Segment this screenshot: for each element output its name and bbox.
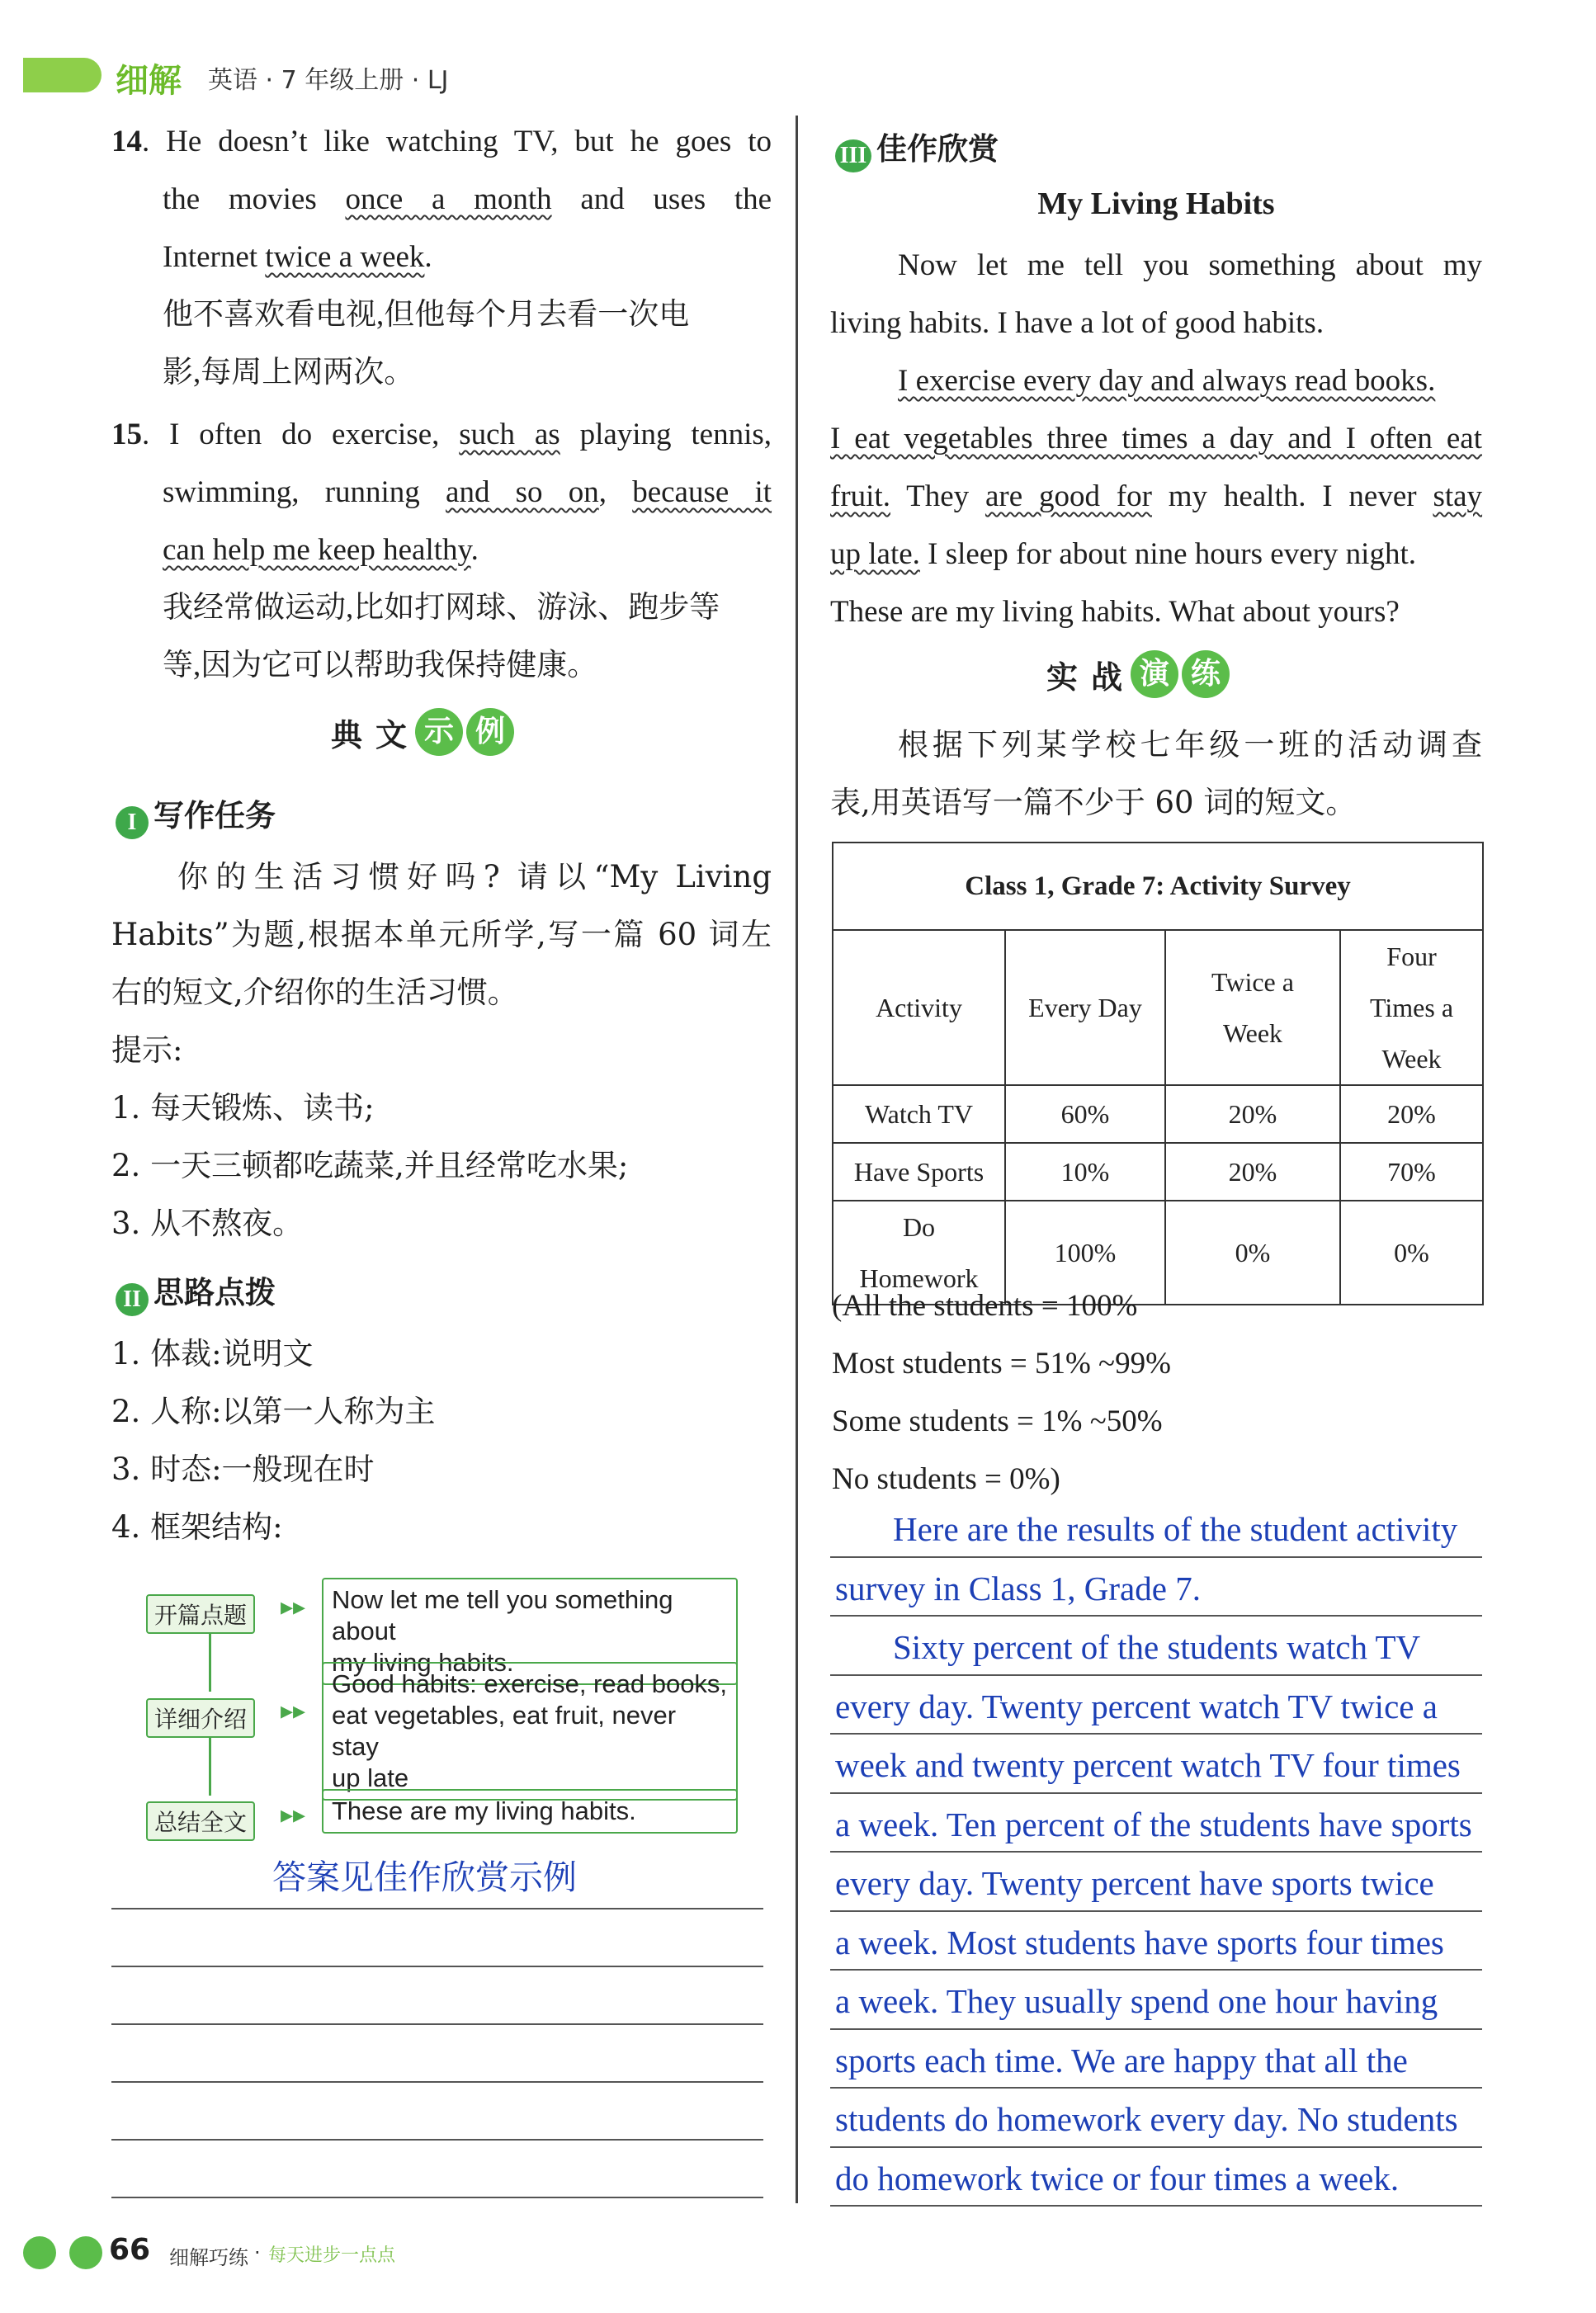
footer-brand: 细解巧练: [169, 2246, 248, 2269]
answer-line-text: every day. Twenty percent watch TV twice a: [835, 1687, 1438, 1725]
task-line: Habits”为题,根据本单元所学,写一篇 60 词左: [111, 917, 772, 952]
tips-label: 提示:: [111, 1032, 183, 1068]
table-cell: 60%: [1005, 1085, 1165, 1143]
essay-line: These are my living habits. What about yours?: [830, 595, 1400, 629]
section-badge: III: [835, 139, 871, 172]
answer-line-text: a week. They usually spend one hour having: [835, 1982, 1438, 2020]
table-cell: 20%: [1165, 1143, 1340, 1201]
flow-label-detail: 详细介绍: [146, 1698, 255, 1738]
table-cell: 10%: [1005, 1143, 1165, 1201]
table-title: Class 1, Grade 7: Activity Survey: [833, 843, 1483, 930]
section-title: 写作任务: [153, 798, 276, 833]
answer-line: [111, 2139, 763, 2141]
answer-rule: [830, 1615, 1482, 1617]
essay-line: living habits. I have a lot of good habits.: [830, 306, 1324, 340]
writing-task-text: [111, 848, 772, 1253]
model-essay-body: [830, 237, 1482, 641]
survey-notes: [832, 1277, 1484, 1508]
answer-rule: [830, 1969, 1482, 1971]
tip-item: 2. 人称:以第一人称为主: [111, 1394, 436, 1429]
table-cell: 0%: [1340, 1201, 1483, 1305]
task-line: 右的短文,介绍你的生活习惯。: [111, 975, 518, 1010]
item-text: playing tennis,: [579, 418, 772, 451]
answer-line-text: week and twenty percent watch TV four times: [835, 1746, 1461, 1784]
banner-char: 典: [331, 716, 363, 753]
wavy-phrase: I eat vegetables three times a day and I often eat: [830, 422, 1482, 456]
banner-char: 文: [375, 716, 408, 753]
flow-box-line: Now let me tell you something about: [332, 1585, 673, 1645]
item-15: 15. I often do exercise, such as playing tennis, swimming, running and so on, because it can help me keep healthy. 我经常做运动,比如打网球、游泳、跑步等 等,因为它可以帮助我保持健康。: [111, 406, 772, 695]
answer-line-text: students do homework every day. No students: [835, 2100, 1458, 2138]
flow-box-line: eat vegetables, eat fruit, never stay: [332, 1701, 677, 1761]
flow-connector: [209, 1738, 211, 1796]
task-line: 表,用英语写一篇不少于 60 词的短文。: [830, 785, 1357, 820]
table-cell: 20%: [1165, 1085, 1340, 1143]
answer-line-text: every day. Twenty percent have sports twice: [835, 1864, 1434, 1902]
footer-dot: [69, 2236, 102, 2269]
wavy-phrase: such as: [459, 418, 560, 451]
answer-rule: [830, 2146, 1482, 2148]
task-line: 根据下列某学校七年级一班的活动调查: [898, 727, 1482, 762]
answer-rule: [830, 2087, 1482, 2089]
item-14: 14. He doesn’t like watching TV, but he goes to the movies once a month and uses the Internet twice a week. 他不喜欢看电视,但他每个月去看一次电 影,每周上网两次。: [111, 113, 772, 402]
banner-char: 实: [1046, 658, 1079, 696]
item-text: He doesn’t like watching TV, but he goes to: [166, 125, 772, 158]
table-header: Activity: [833, 930, 1005, 1085]
note-line: (All the students = 100%: [832, 1289, 1138, 1323]
section-writing-task: [116, 791, 276, 839]
answer-line-text: Here are the results of the student activity: [893, 1510, 1458, 1548]
answer-line: [111, 2023, 763, 2025]
item-text: .: [424, 240, 432, 274]
header-title: 英语 · 7 年级上册 · LJ: [208, 66, 449, 95]
translation: 我经常做运动,比如打网球、游泳、跑步等: [163, 591, 720, 625]
table-row: [833, 1143, 1483, 1201]
answer-essay: [835, 1500, 1545, 2208]
wavy-phrase: can help me keep healthy: [163, 533, 471, 567]
table-row: [833, 1085, 1483, 1143]
wavy-phrase: up late.: [830, 537, 920, 571]
wavy-phrase: twice a week: [265, 240, 425, 274]
section-model-essay: [835, 124, 999, 172]
writing-tips-list: [111, 1325, 772, 1556]
arrow-right-icon: ▸▸: [281, 1593, 306, 1621]
banner-char: 战: [1091, 658, 1123, 696]
tip-item: 2. 一天三顿都吃蔬菜,并且经常吃水果;: [111, 1148, 629, 1183]
wavy-phrase: and so on: [446, 475, 599, 509]
answer-rule: [830, 1792, 1482, 1794]
arrow-right-icon: ▸▸: [281, 1801, 306, 1829]
section-writing-tips: [116, 1267, 276, 1316]
page-number: 66: [109, 2233, 151, 2267]
section-banner-examples: [326, 708, 514, 756]
answer-line-text: a week. Most students have sports four times: [835, 1923, 1444, 1961]
flow-label-summary: 总结全文: [146, 1801, 255, 1841]
answer-line-text: survey in Class 1, Grade 7.: [835, 1569, 1201, 1607]
answer-line: [111, 1908, 763, 1909]
essay-text: my health. I never: [1168, 479, 1417, 513]
translation: 等,因为它可以帮助我保持健康。: [163, 649, 598, 682]
flow-label-opening: 开篇点题: [146, 1594, 255, 1634]
flow-box-line: my living habits.: [332, 1648, 514, 1677]
banner-char: 示: [415, 708, 463, 756]
table-cell: 20%: [1340, 1085, 1483, 1143]
footer-separator: ·: [254, 2241, 261, 2264]
table-header: Four Times a Week: [1340, 930, 1483, 1085]
table-cell: Do Homework: [833, 1201, 1005, 1305]
essay-text: They: [906, 479, 970, 513]
task-line: 你的生活习惯好吗? 请以“My Living: [177, 859, 772, 895]
column-divider: [796, 116, 798, 2203]
answer-line-text: sports each time. We are happy that all the: [835, 2041, 1408, 2079]
answer-rule: [830, 1556, 1482, 1558]
essay-title: My Living Habits: [1037, 186, 1275, 221]
translation: 影,每周上网两次。: [163, 356, 415, 389]
answer-line: [111, 2197, 763, 2198]
item-text: swimming,: [163, 475, 300, 509]
section-badge: II: [116, 1283, 149, 1316]
item-text: Internet: [163, 240, 258, 274]
answer-line-text: Sixty percent of the students watch TV: [893, 1628, 1421, 1666]
header-logo: 细解: [116, 62, 182, 100]
arrow-right-icon: ▸▸: [281, 1697, 306, 1725]
flow-box-summary: [322, 1789, 738, 1834]
banner-char: 练: [1182, 650, 1230, 698]
table-header: Twice a Week: [1165, 930, 1340, 1085]
essay-line: Now let me tell you something about my: [898, 248, 1482, 282]
table-header: Every Day: [1005, 930, 1165, 1085]
section-badge: I: [116, 806, 149, 839]
item-text: and uses the: [580, 182, 772, 216]
wavy-phrase: are good for: [985, 479, 1152, 513]
answer-rule: [830, 1851, 1482, 1853]
item-text: the movies: [163, 182, 317, 216]
footer-dot: [23, 2236, 56, 2269]
table-cell: Watch TV: [833, 1085, 1005, 1143]
note-line: Some students = 1% ~50%: [832, 1404, 1163, 1438]
wavy-phrase: I exercise every day and always read books.: [898, 364, 1436, 398]
table-cell: Have Sports: [833, 1143, 1005, 1201]
footer-slogan: 每天进步一点点: [268, 2245, 396, 2266]
practice-task: [830, 716, 1482, 832]
answer-line-text: do homework twice or four times a week.: [835, 2159, 1400, 2197]
answer-rule: [830, 2028, 1482, 2030]
section-title: 思路点拨: [153, 1275, 276, 1310]
wavy-phrase: because it: [632, 475, 772, 509]
answer-rule: [830, 1910, 1482, 1912]
header-bar: [23, 58, 102, 92]
item-text: .: [470, 533, 479, 567]
item-number: 14: [111, 125, 142, 158]
flow-box-line: up late: [332, 1763, 409, 1792]
flow-box-detail: [322, 1662, 738, 1801]
banner-char: 例: [466, 708, 514, 756]
item-text: ,: [598, 475, 607, 509]
section-title: 佳作欣赏: [876, 131, 999, 167]
flow-connector: [209, 1634, 211, 1692]
tip-item: 1. 体裁:说明文: [111, 1336, 314, 1371]
essay-text: I sleep for about nine hours every night.: [928, 537, 1416, 571]
tip-item: 4. 框架结构:: [111, 1509, 283, 1545]
survey-table: [832, 842, 1484, 1305]
tip-item: 3. 从不熬夜。: [111, 1206, 304, 1241]
answer-rule: [830, 1733, 1482, 1735]
answer-line: [111, 2081, 763, 2083]
table-cell: 0%: [1165, 1201, 1340, 1305]
wavy-phrase: fruit.: [830, 479, 890, 513]
answer-line-text: a week. Ten percent of the students have sports: [835, 1805, 1472, 1843]
section-banner-practice: [1041, 650, 1230, 698]
answer-note: 答案见佳作欣赏示例: [272, 1857, 577, 1897]
wavy-phrase: once a month: [345, 182, 552, 216]
flow-box-line: Good habits: exercise, read books,: [332, 1669, 728, 1698]
table-cell: 70%: [1340, 1143, 1483, 1201]
translation: 他不喜欢看电视,但他每个月去看一次电: [163, 298, 690, 332]
answer-rule: [830, 1674, 1482, 1676]
banner-char: 演: [1131, 650, 1178, 698]
flow-box-line: These are my living habits.: [332, 1796, 636, 1825]
note-line: No students = 0%): [832, 1462, 1060, 1496]
tip-item: 3. 时态:一般现在时: [111, 1452, 375, 1487]
item-number: 15: [111, 418, 142, 451]
note-line: Most students = 51% ~99%: [832, 1347, 1171, 1381]
wavy-phrase: stay: [1433, 479, 1483, 513]
tip-item: 1. 每天锻炼、读书;: [111, 1090, 375, 1126]
item-text: running: [324, 475, 420, 509]
item-text: I often do exercise,: [169, 418, 440, 451]
answer-line: [111, 1966, 763, 1967]
table-cell: 100%: [1005, 1201, 1165, 1305]
answer-rule: [830, 2205, 1482, 2207]
